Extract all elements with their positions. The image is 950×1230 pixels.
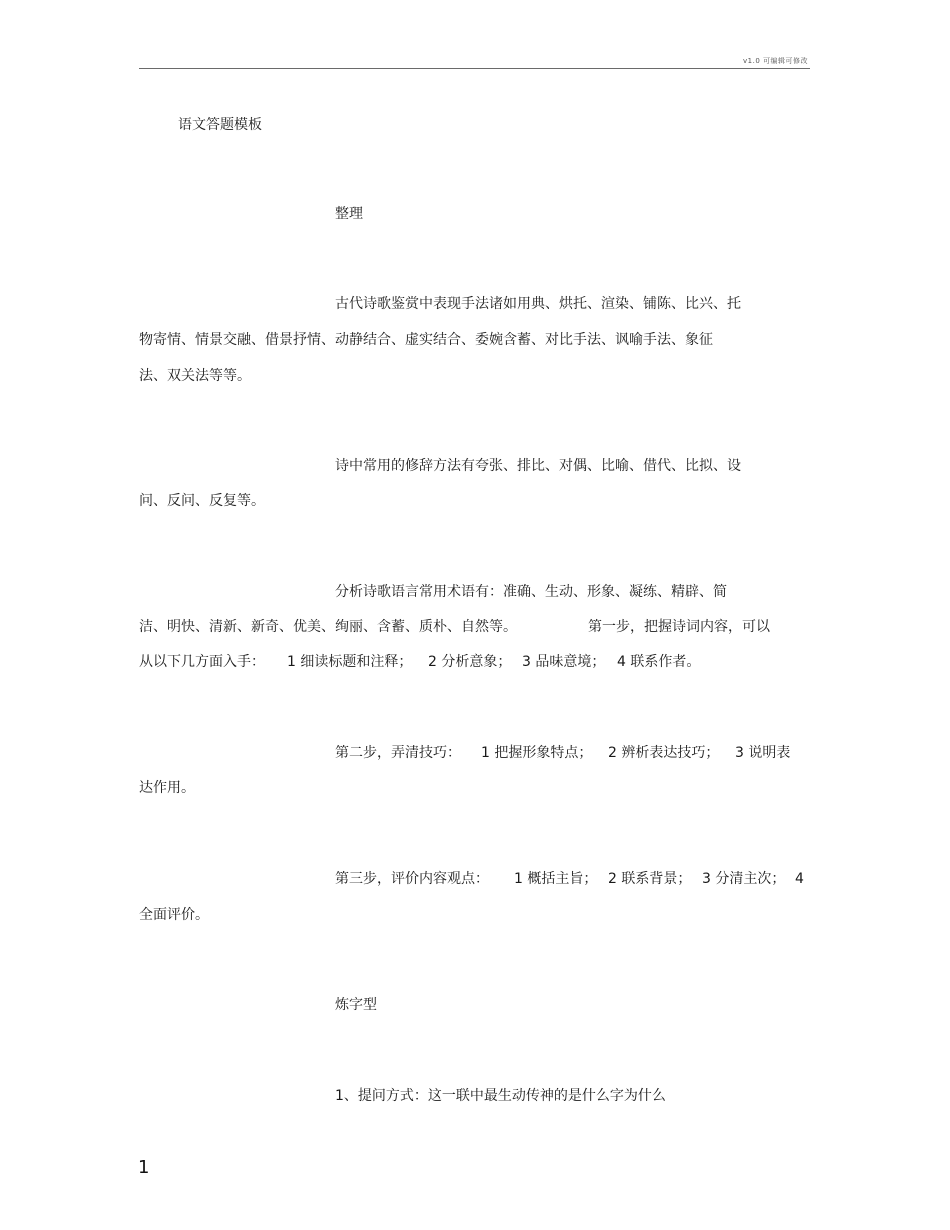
list-item: 3 品味意境； — [522, 654, 606, 670]
list-item: 4 — [795, 871, 804, 887]
paragraph-line: 诗中常用的修辞方法有夸张、排比、对偶、比喻、借代、比拟、设 — [335, 458, 741, 474]
paragraph-line: 第二步，弄清技巧： — [335, 745, 461, 761]
document-title: 语文答题模板 — [178, 117, 262, 133]
paragraph-line: 问、反问、反复等。 — [139, 493, 265, 509]
paragraph-line: 洁、明快、清新、新奇、优美、绚丽、含蓄、质朴、自然等。 — [139, 619, 517, 635]
paragraph-line: 全面评价。 — [139, 907, 209, 923]
document-subtitle: 整理 — [335, 206, 363, 222]
page-number: 1 — [138, 1157, 150, 1178]
section-heading: 炼字型 — [335, 997, 377, 1013]
header-divider — [139, 68, 810, 69]
list-item: 4 联系作者。 — [617, 654, 701, 670]
version-label: v1.0 可编辑可修改 — [743, 57, 808, 65]
question-prompt: 1、提问方式：这一联中最生动传神的是什么字为什么 — [335, 1088, 666, 1104]
list-item: 2 联系背景； — [608, 871, 692, 887]
paragraph-line: 物寄情、情景交融、借景抒情、动静结合、虚实结合、委婉含蓄、对比手法、讽喻手法、象征 — [139, 332, 713, 348]
paragraph-line: 第三步，评价内容观点： — [335, 871, 489, 887]
list-item: 1 细读标题和注释； — [287, 654, 413, 670]
list-item: 2 辨析表达技巧； — [608, 745, 720, 761]
paragraph-line: 第一步，把握诗词内容，可以 — [588, 619, 770, 635]
paragraph-line: 法、双关法等等。 — [139, 368, 251, 384]
list-item: 1 概括主旨； — [514, 871, 598, 887]
paragraph-line: 古代诗歌鉴赏中表现手法诸如用典、烘托、渲染、铺陈、比兴、托 — [335, 296, 741, 312]
list-item: 1 把握形象特点； — [481, 745, 593, 761]
paragraph-line: 从以下几方面入手： — [139, 654, 265, 670]
list-item: 3 说明表 — [735, 745, 791, 761]
list-item: 2 分析意象； — [428, 654, 512, 670]
paragraph-line: 分析诗歌语言常用术语有：准确、生动、形象、凝练、精辟、简 — [335, 584, 727, 600]
list-item: 3 分清主次； — [702, 871, 786, 887]
paragraph-line: 达作用。 — [139, 780, 195, 796]
